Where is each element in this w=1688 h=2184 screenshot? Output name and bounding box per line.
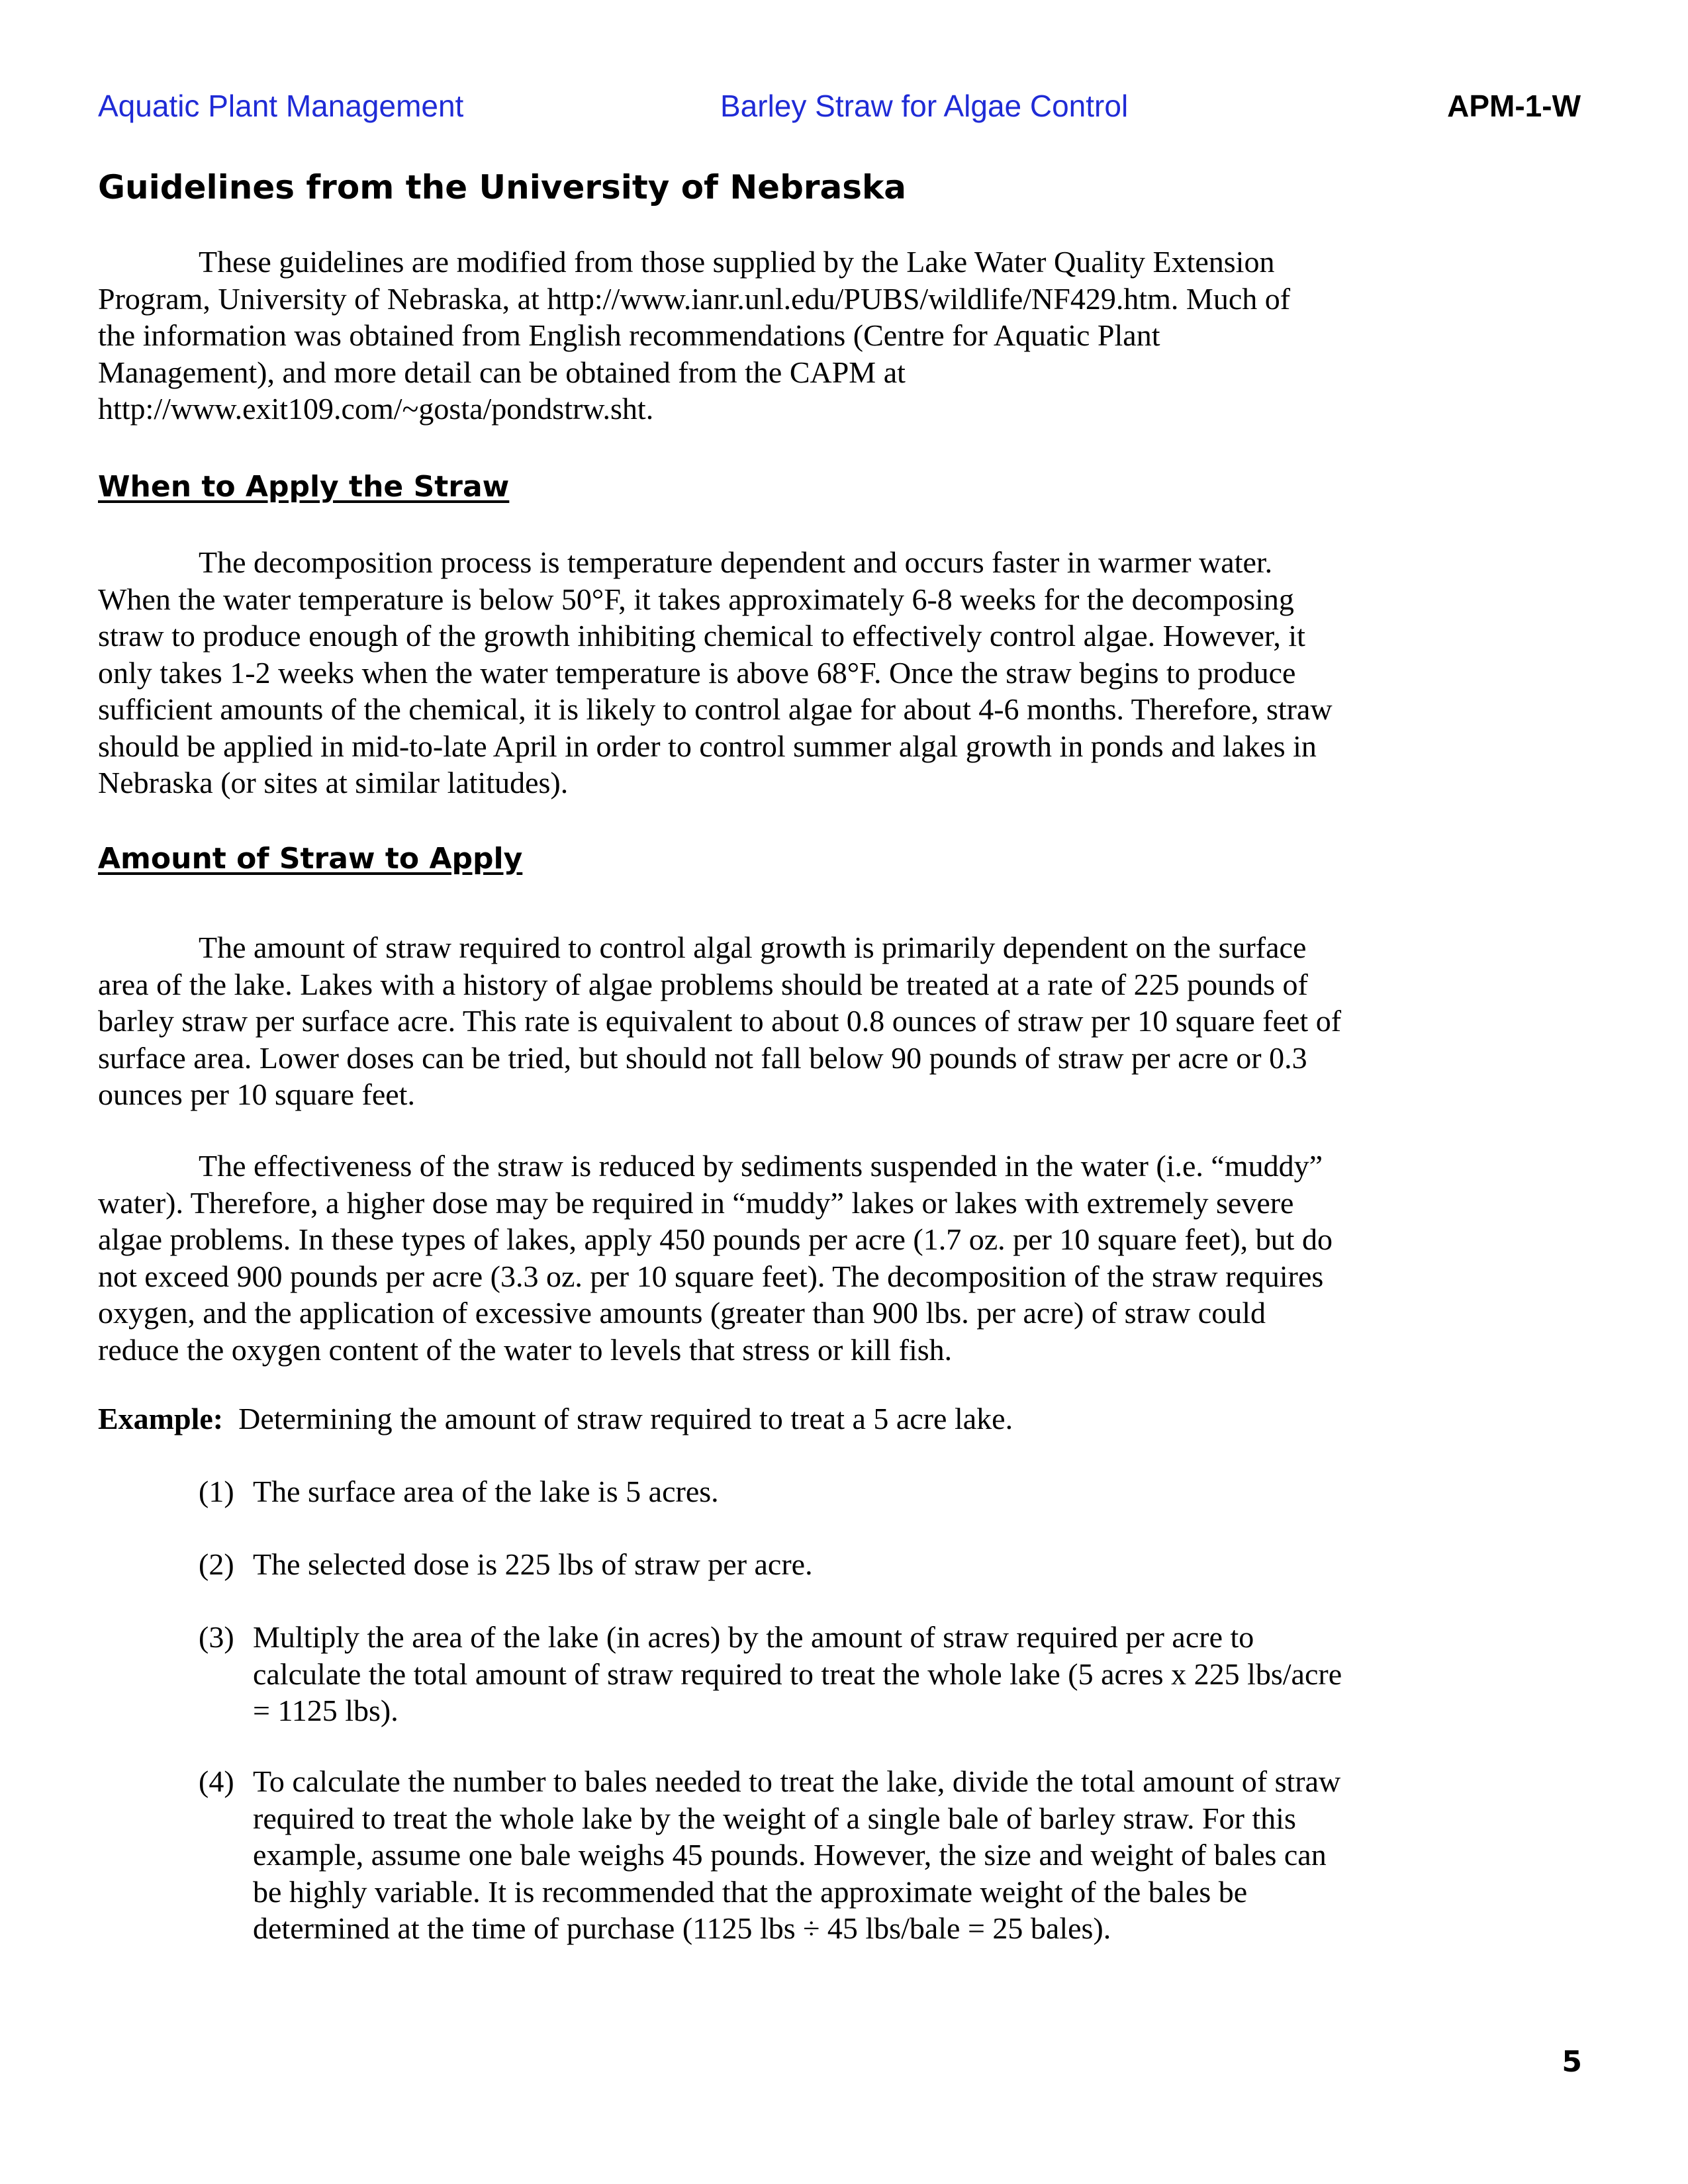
text-line: be highly variable. It is recommended that the approximate weight of the bales be: [253, 1874, 1248, 1909]
text-line: These guidelines are modified from those supplied by the Lake Water Quality Extension: [199, 245, 1275, 279]
text-line: = 1125 lbs).: [253, 1694, 399, 1727]
text-line: calculate the total amount of straw required to treat the whole lake (5 acres x 225 lbs/acre: [253, 1657, 1342, 1691]
text-line: should be applied in mid-to-late April in order to control summer algal growth in ponds and lakes in: [98, 729, 1317, 763]
example-text: Determining the amount of straw required to treat a 5 acre lake.: [238, 1402, 1013, 1435]
text-line: oxygen, and the application of excessive amounts (greater than 900 lbs. per acre) of straw could: [98, 1296, 1266, 1330]
page-number: 5: [1562, 2045, 1582, 2079]
step-number: (1): [199, 1475, 234, 1508]
step-number: (3): [199, 1620, 234, 1654]
text-line: area of the lake. Lakes with a history of algae problems should be treated at a rate of 225 pounds of: [98, 967, 1308, 1001]
header-center: Barley Straw for Algae Control: [720, 89, 1129, 123]
text-line: straw to produce enough of the growth inhibiting chemical to effectively control algae. However, it: [98, 619, 1305, 653]
text-line: The amount of straw required to control algal growth is primarily dependent on the surface: [199, 931, 1307, 964]
text-line: ounces per 10 square feet.: [98, 1077, 415, 1111]
amount-paragraph-2: [98, 1148, 1583, 1368]
header-right: APM-1-W: [1447, 89, 1581, 123]
text-line: only takes 1-2 weeks when the water temperature is above 68°F. Once the straw begins to produce: [98, 655, 1296, 690]
text-line: water). Therefore, a higher dose may be required in “muddy” lakes or lakes with extremely severe: [98, 1185, 1294, 1220]
text-line: The selected dose is 225 lbs of straw per acre.: [253, 1547, 813, 1581]
section-heading-amount: Amount of Straw to Apply: [98, 842, 523, 876]
when-paragraph: [98, 544, 1583, 801]
text-line: The effectiveness of the straw is reduced by sediments suspended in the water (i.e. “muddy”: [199, 1149, 1323, 1183]
intro-paragraph: [98, 244, 1583, 428]
text-line: sufficient amounts of the chemical, it is likely to control algae for about 4-6 months. Therefore, straw: [98, 692, 1333, 726]
text-line: Program, University of Nebraska, at http://www.ianr.unl.edu/PUBS/wildlife/NF429.htm. Much of: [98, 281, 1291, 316]
text-line: http://www.exit109.com/~gosta/pondstrw.sht.: [98, 392, 654, 426]
page-title: Guidelines from the University of Nebraska: [98, 168, 907, 206]
text-line: The decomposition process is temperature dependent and occurs faster in warmer water.: [199, 545, 1273, 579]
text-line: Management), and more detail can be obtained from the CAPM at: [98, 355, 906, 389]
text-line: required to treat the whole lake by the weight of a single bale of barley straw. For this: [253, 1801, 1296, 1835]
text-line: When the water temperature is below 50°F, it takes approximately 6-8 weeks for the decomposing: [98, 582, 1294, 616]
text-line: barley straw per surface acre. This rate is equivalent to about 0.8 ounces of straw per 10 square feet of: [98, 1004, 1342, 1038]
text-line: The surface area of the lake is 5 acres.: [253, 1475, 719, 1508]
text-line: example, assume one bale weighs 45 pounds. However, the size and weight of bales can: [253, 1838, 1327, 1872]
example-line: [98, 1400, 1013, 1437]
amount-paragraph-1: [98, 929, 1583, 1113]
text-line: determined at the time of purchase (1125 lbs ÷ 45 lbs/bale = 25 bales).: [253, 1911, 1111, 1945]
text-line: reduce the oxygen content of the water to levels that stress or kill fish.: [98, 1332, 953, 1367]
text-line: surface area. Lower doses can be tried, but should not fall below 90 pounds of straw per acre or 0.3: [98, 1040, 1307, 1075]
text-line: not exceed 900 pounds per acre (3.3 oz. per 10 square feet). The decomposition of the straw requires: [98, 1259, 1324, 1293]
text-line: algae problems. In these types of lakes, apply 450 pounds per acre (1.7 oz. per 10 square feet), but do: [98, 1222, 1333, 1256]
step-number: (2): [199, 1547, 234, 1581]
text-line: To calculate the number to bales needed to treat the lake, divide the total amount of straw: [253, 1764, 1341, 1798]
text-line: Multiply the area of the lake (in acres) by the amount of straw required per acre to: [253, 1620, 1254, 1654]
text-line: Nebraska (or sites at similar latitudes).: [98, 766, 569, 799]
step-number: (4): [199, 1764, 234, 1798]
example-label: Example:: [98, 1402, 224, 1435]
header-left: Aquatic Plant Management: [98, 89, 464, 123]
text-line: the information was obtained from English recommendations (Centre for Aquatic Plant: [98, 318, 1160, 352]
section-heading-when: When to Apply the Straw: [98, 470, 510, 504]
